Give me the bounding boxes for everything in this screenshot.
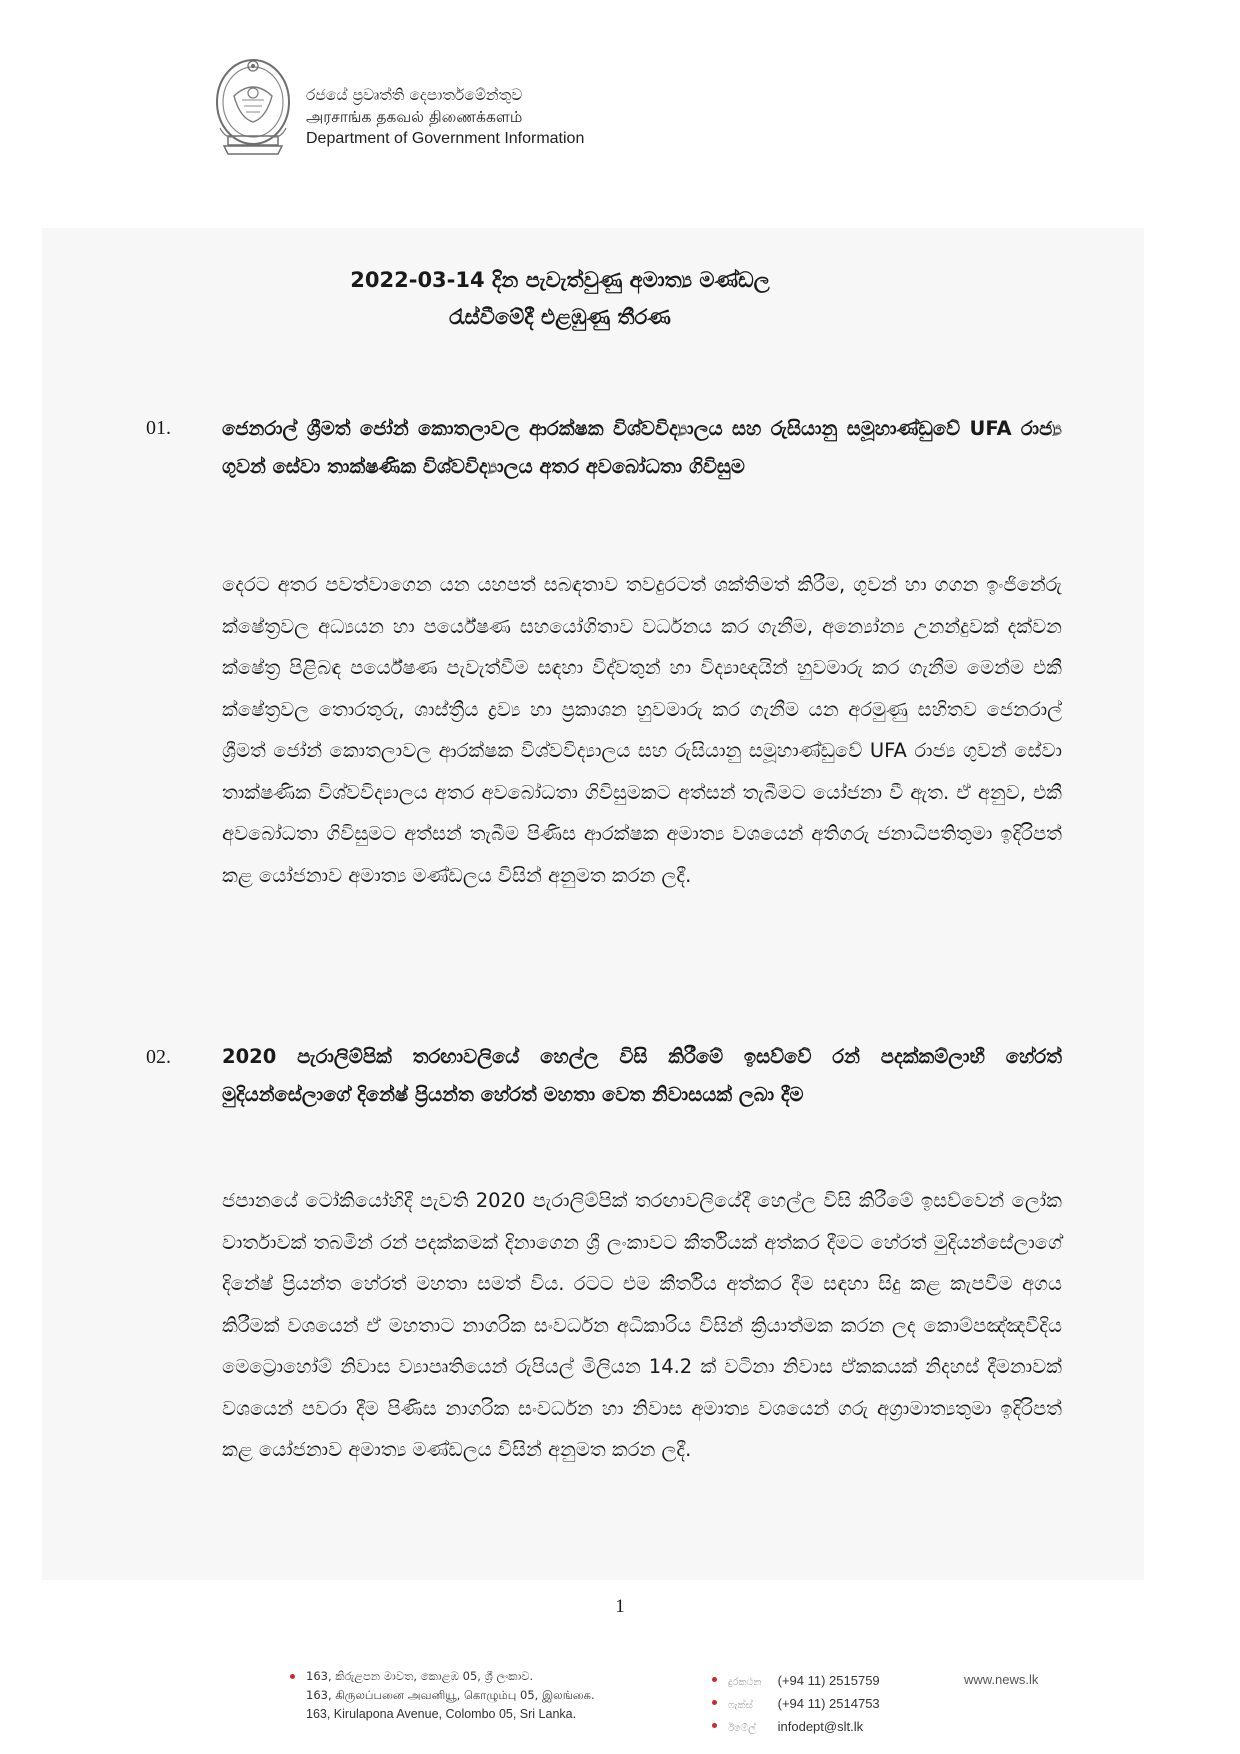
email-address[interactable]: infodept@slt.lk [777,1719,864,1734]
email-row [712,1716,880,1739]
footer-contact [712,1670,880,1739]
item-number: 02. [146,1046,171,1068]
address-english [290,1705,595,1724]
fax-number: (+94 11) 2514753 [777,1696,880,1711]
department-name-block [306,84,584,150]
department-name-sinhala: රජයේ ප්‍රවෘත්ති දෙපාර්තමේන්තුව [306,86,523,104]
fax-label: ෆැක්ස් [728,1700,753,1711]
document-title-line-2: රැස්වීමේදී එළඹුණු තීරණ [449,305,671,329]
phone-label: දුරකථන [728,1677,762,1688]
item-heading: 2020 පැරාලිම්පික් තරඟාවලියේ හෙල්ල විසි කිරීමේ ඉසව්වේ රන් පදක්කම්ලාභී හේරත් මුදියන්සේලාගේ දිනේෂ් ප්‍රියන්ත හේරත් මහතා වෙත නිවාසයක් ලබා දීම [222,1045,1062,1106]
email-label: ඊමේල් [728,1723,756,1734]
item-number: 01. [146,417,171,439]
address-tamil-text: 163, கிருலப்பனை அவனியூ, கொழும்பு 05, இலங்கை. [306,1688,595,1702]
page-number: 1 [615,1596,625,1617]
document-title [240,262,880,336]
address-english-text: 163, Kirulapona Avenue, Colombo 05, Sri Lanka. [306,1707,577,1721]
bullet-icon [712,1723,717,1728]
item-body: දෙරට අතර පවත්වාගෙන යන යහපත් සබඳතාව තවදුරටත් ශක්තිමත් කිරීම, ගුවන් හා ගගන ඉංජිනේරු ක්ෂේත්‍රවල අධ්‍යයන හා පර්යේෂණ සහයෝගිතාව වර්ධනය කර ගැනීම, අන්‍යෝන්‍ය උනන්දුවක් දක්වන ක්ෂේත්‍ර පිළිබඳ පර්යේෂණ පැවැත්වීම සඳහා විද්වතුන් හා විද්‍යාඥයින් හුවමාරු කර ගැනීම මෙන්ම එකී ක්ෂේත්‍රවල තොරතුරු, ශාස්ත්‍රීය ද්‍රව්‍ය හා ප්‍රකාශන හුවමාරු කර ගැනීම යන අරමුණු සහිතව ජෙනරාල් ශ්‍රීමත් ජෝන් කොතලාවල ආරක්ෂක විශ්වවිද්‍යාලය සහ රුසියානු සමූහාණ්ඩුවේ UFA රාජ්‍ය ගුවන් සේවා තාක්ෂණික විශ්වවිද්‍යාලය අතර අවබෝධතා ගිවිසුමකට අත්සන් තැබීමට යෝජනා වී ඇත. ඒ අනුව, එකී අවබෝධතා ගිවිසුමට අත්සන් තැබීම පිණිස ආරක්ෂක අමාත්‍ය වශයෙන් අතිගරු ජනාධිපතිතුමා ඉදිරිපත් කළ යෝජනාව අමාත්‍ය මණ්ඩලය විසින් අනුමත කරන ලදී. [222,573,1062,887]
sri-lanka-emblem-icon [214,56,292,162]
document-title-line-1: 2022-03-14 දින පැවැත්වුණු අමාත්‍ය මණ්ඩල [350,268,770,292]
department-name-tamil: அரசாங்க தகவல் திணைக்களம் [306,108,523,126]
website-link[interactable]: www.news.lk [964,1672,1039,1687]
letterhead [214,54,634,166]
address-tamil [290,1686,595,1705]
bullet-icon [712,1700,717,1705]
department-name-english: Department of Government Information [306,130,585,147]
bullet-icon [290,1674,295,1679]
address-sinhala [290,1667,595,1686]
bullet-icon [712,1677,717,1682]
item-body: ජපානයේ ටෝකියෝහිදී පැවති 2020 පැරාලිම්පික් තරඟාවලියේදී හෙල්ල විසි කිරීමේ ඉසව්වෙන් ලෝක වාර්තාවක් තබමින් රන් පදක්කමක් දිනාගෙන ශ්‍රී ලංකාවට කීර්තියක් අත්කර දීමට හේරත් මුදියන්සේලාගේ දිනේෂ් ප්‍රියන්ත හේරත් මහතා සමත් විය. රටට එම කීර්තිය අත්කර දීම සඳහා සිදු කළ කැපවීම අගය කිරීමක් වශයෙන් ඒ මහතාට නාගරික සංවර්ධන අධිකාරිය විසින් ක්‍රියාත්මක කරන ලද කොම්පඤ්ඤවීදිය මෙට්‍රොහෝම් නිවාස ව්‍යාපෘතියෙන් රුපියල් මිලියන 14.2 ක් වටිනා නිවාස ඒකකයක් නිදහස් දීමනාවක් වශයෙන් පවරා දීම පිණිස නාගරික සංවර්ධන හා නිවාස අමාත්‍ය වශයෙන් ගරු අග්‍රාමාත්‍යතුමා ඉදිරිපත් කළ යෝජනාව අමාත්‍ය මණ්ඩලය විසින් අනුමත කරන ලදී. [222,1189,1062,1461]
phone-row [712,1670,880,1693]
phone-number[interactable]: (+94 11) 2515759 [777,1673,880,1688]
address-sinhala-text: 163, කිරුළපන මාවත, කොළඹ 05, ශ්‍රී ලංකාව. [306,1669,534,1683]
fax-row [712,1693,880,1716]
footer-address [290,1667,595,1724]
item-heading: ජෙනරාල් ශ්‍රීමත් ජෝන් කොතලාවල ආරක්ෂක විශ්වවිද්‍යාලය සහ රුසියානු සමූහාණ්ඩුවේ UFA රාජ්‍ය ගුවන් සේවා තාක්ෂණික විශ්වවිද්‍යාලය අතර අවබෝධතා ගිවිසුම [222,417,1062,478]
